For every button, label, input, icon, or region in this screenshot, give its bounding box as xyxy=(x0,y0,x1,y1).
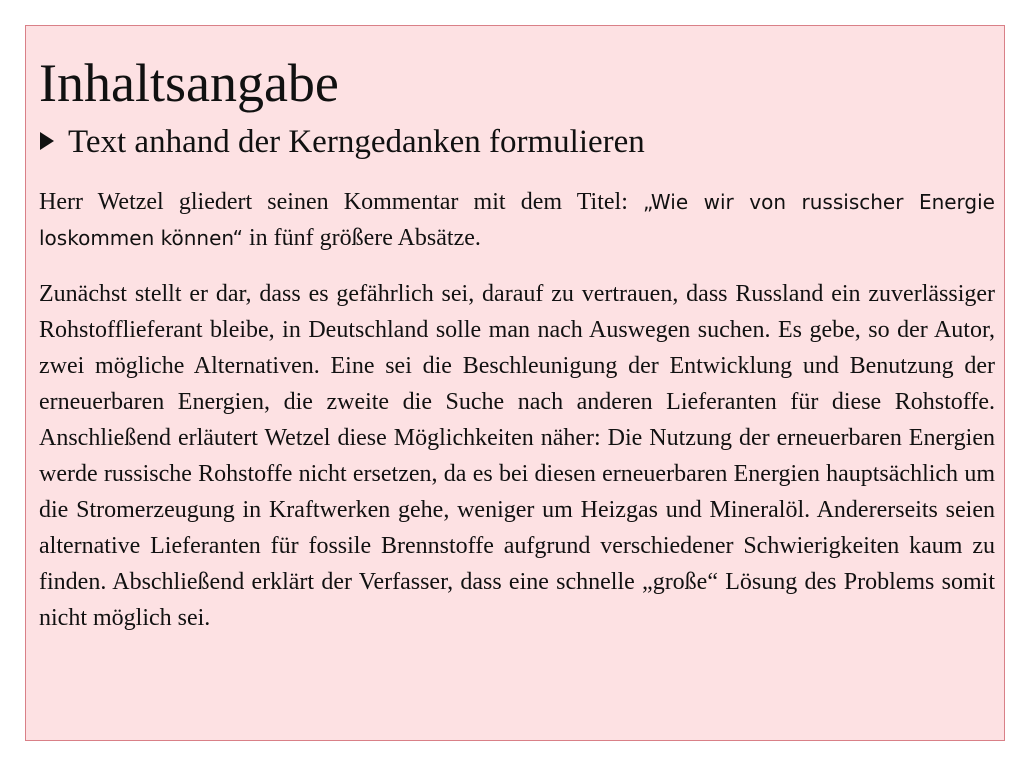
paragraph-intro-start: Herr Wetzel gliedert seinen Kommentar mit dem Titel: xyxy=(39,189,644,215)
paragraph-summary: Zunächst stellt er dar, dass es gefährlich sei, darauf zu vertrauen, dass Russland ein zuverlässiger Rohstofflieferant bleibe, in Deutschland solle man nach Auswegen suchen. Es gebe, so der Autor, zwei mögliche Alternativen. Eine sei die Beschleunigung der Entwicklung und Benutzung der erneuerbaren Energien, die zweite die Suche nach anderen Lieferanten für diese Rohstoffe. Anschließend erläutert Wetzel diese Möglichkeiten näher: Die Nutzung der erneuerbaren Energien werde russische Rohstoffe nicht ersetzen, da es bei diesen erneuerbaren Energien hauptsächlich um die Stromerzeugung in Kraftwerken gehe, weniger um Heizgas und Mineralöl. Andererseits seien alternative Lieferanten für fossile Brennstoffe aufgrund verschiedener Schwierigkeiten kaum zu finden. Abschließend erklärt der Verfasser, dass eine schnelle „große“ Lösung des Problems somit nicht möglich sei. xyxy=(39,281,995,631)
arrow-bullet-icon xyxy=(40,132,54,150)
bullet-text: Text anhand der Kerngedanken formulieren xyxy=(68,124,645,160)
bullet-point xyxy=(40,122,645,162)
slide-title: Inhaltsangabe xyxy=(39,53,339,113)
slide-panel xyxy=(25,25,1005,741)
quoted-article-title: „Wie wir von russischer Energie loskommen können“ xyxy=(39,190,995,250)
paragraph-intro-end: in fünf größere Absätze. xyxy=(242,225,481,251)
paragraph-intro xyxy=(39,184,995,256)
